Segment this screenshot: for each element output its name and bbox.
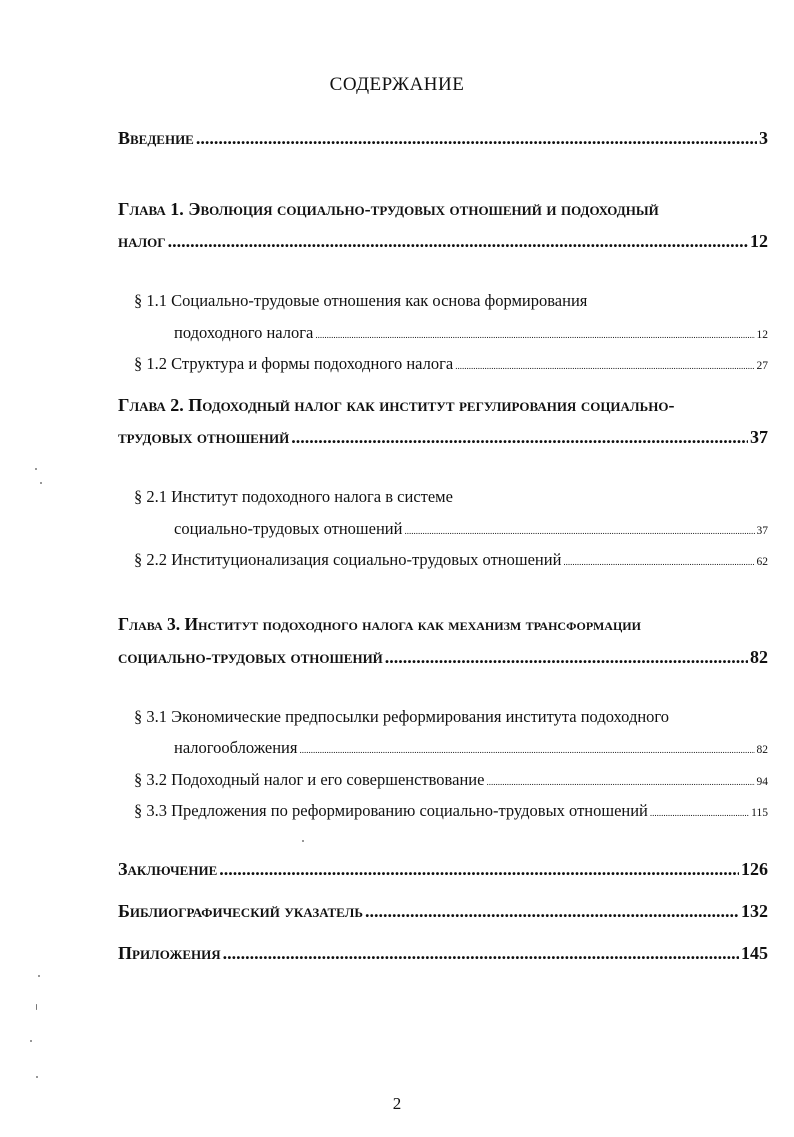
toc-section-2-1-line1[interactable]: § 2.1 Институт подоходного налога в системе <box>134 487 453 506</box>
toc-entry-section-3-1[interactable] <box>174 738 768 758</box>
dot-leader <box>385 647 748 668</box>
scan-speck <box>40 482 42 484</box>
page-number: 2 <box>392 1094 402 1113</box>
toc-page-number: 115 <box>751 807 768 819</box>
dot-leader <box>315 330 754 340</box>
toc-entry-text: § 3.2 Подоходный налог и его совершенствование <box>134 770 485 789</box>
toc-page-number: 3 <box>759 128 768 148</box>
toc-entry-appendices[interactable] <box>118 943 768 964</box>
toc-section-1-1-line1[interactable]: § 1.1 Социально-трудовые отношения как основа формирования <box>134 291 588 310</box>
toc-entry-text: Заключение <box>118 859 218 879</box>
toc-page-number: 12 <box>756 329 768 341</box>
toc-entry-text: Библиографический указатель <box>118 901 363 921</box>
scan-speck <box>36 1004 37 1010</box>
toc-page-number: 37 <box>750 427 768 447</box>
toc-entry-intro[interactable] <box>118 128 768 149</box>
toc-entry-chapter-3[interactable] <box>118 647 768 668</box>
toc-entry-text: трудовых отношений <box>118 427 290 447</box>
toc-entry-section-3-2[interactable] <box>134 770 768 790</box>
toc-page-number: 37 <box>756 525 768 537</box>
dot-leader <box>196 128 757 149</box>
scan-speck <box>36 1076 38 1078</box>
dot-leader <box>291 427 748 448</box>
toc-entry-bibliography[interactable] <box>118 901 768 922</box>
toc-entry-text: § 1.2 Структура и формы подоходного налога <box>134 354 454 373</box>
dot-leader <box>168 231 748 252</box>
scan-speck <box>30 1040 32 1042</box>
dot-leader <box>219 859 739 880</box>
toc-entry-text: § 2.2 Институционализация социально-трудовых отношений <box>134 550 562 569</box>
toc-entry-text: Приложения <box>118 943 221 963</box>
dot-leader <box>365 901 739 922</box>
toc-entry-text: подоходного налога <box>174 323 314 342</box>
dot-leader <box>455 361 754 371</box>
toc-entry-section-1-1[interactable] <box>174 323 768 343</box>
toc-page-number: 82 <box>756 744 768 756</box>
toc-entry-text: социально-трудовых отношений <box>174 519 403 538</box>
toc-entry-section-1-2[interactable] <box>134 354 768 374</box>
toc-chapter-3-line1[interactable]: Глава 3. Институт подоходного налога как механизм трансформации <box>118 614 641 634</box>
scan-speck <box>35 468 37 470</box>
toc-entry-text: социально-трудовых отношений <box>118 647 383 667</box>
page-title: СОДЕРЖАНИЕ <box>329 74 465 95</box>
toc-page-number: 12 <box>750 231 768 251</box>
toc-page-number: 27 <box>756 360 768 372</box>
scan-speck <box>302 840 304 842</box>
toc-chapter-2-line1[interactable]: Глава 2. Подоходный налог как институт регулирования социально- <box>118 395 675 415</box>
dot-leader <box>404 526 754 536</box>
toc-entry-conclusion[interactable] <box>118 859 768 880</box>
dot-leader <box>223 943 739 964</box>
toc-entry-text: § 3.3 Предложения по реформированию социально-трудовых отношений <box>134 801 648 820</box>
toc-page-number: 62 <box>756 556 768 568</box>
toc-page-number: 82 <box>750 647 768 667</box>
dot-leader <box>486 777 754 787</box>
toc-page-number: 94 <box>756 776 768 788</box>
toc-entry-text: налог <box>118 231 166 251</box>
toc-entry-chapter-1[interactable] <box>118 231 768 252</box>
toc-entry-text: налогообложения <box>174 738 298 757</box>
dot-leader <box>650 808 749 818</box>
toc-entry-section-2-2[interactable] <box>134 550 768 570</box>
toc-entry-text: Введение <box>118 128 194 148</box>
scan-speck <box>38 975 40 977</box>
toc-chapter-1-line1[interactable]: Глава 1. Эволюция социально-трудовых отношений и подоходный <box>118 199 659 219</box>
toc-entry-chapter-2[interactable] <box>118 427 768 448</box>
dot-leader <box>563 557 754 567</box>
toc-page-number: 132 <box>741 901 768 921</box>
toc-page-number: 126 <box>741 859 768 879</box>
toc-entry-section-2-1[interactable] <box>174 519 768 539</box>
toc-page-number: 145 <box>741 943 768 963</box>
toc-section-3-1-line1[interactable]: § 3.1 Экономические предпосылки реформирования института подоходного <box>134 707 670 726</box>
dot-leader <box>299 745 754 755</box>
toc-entry-section-3-3[interactable] <box>134 801 768 821</box>
